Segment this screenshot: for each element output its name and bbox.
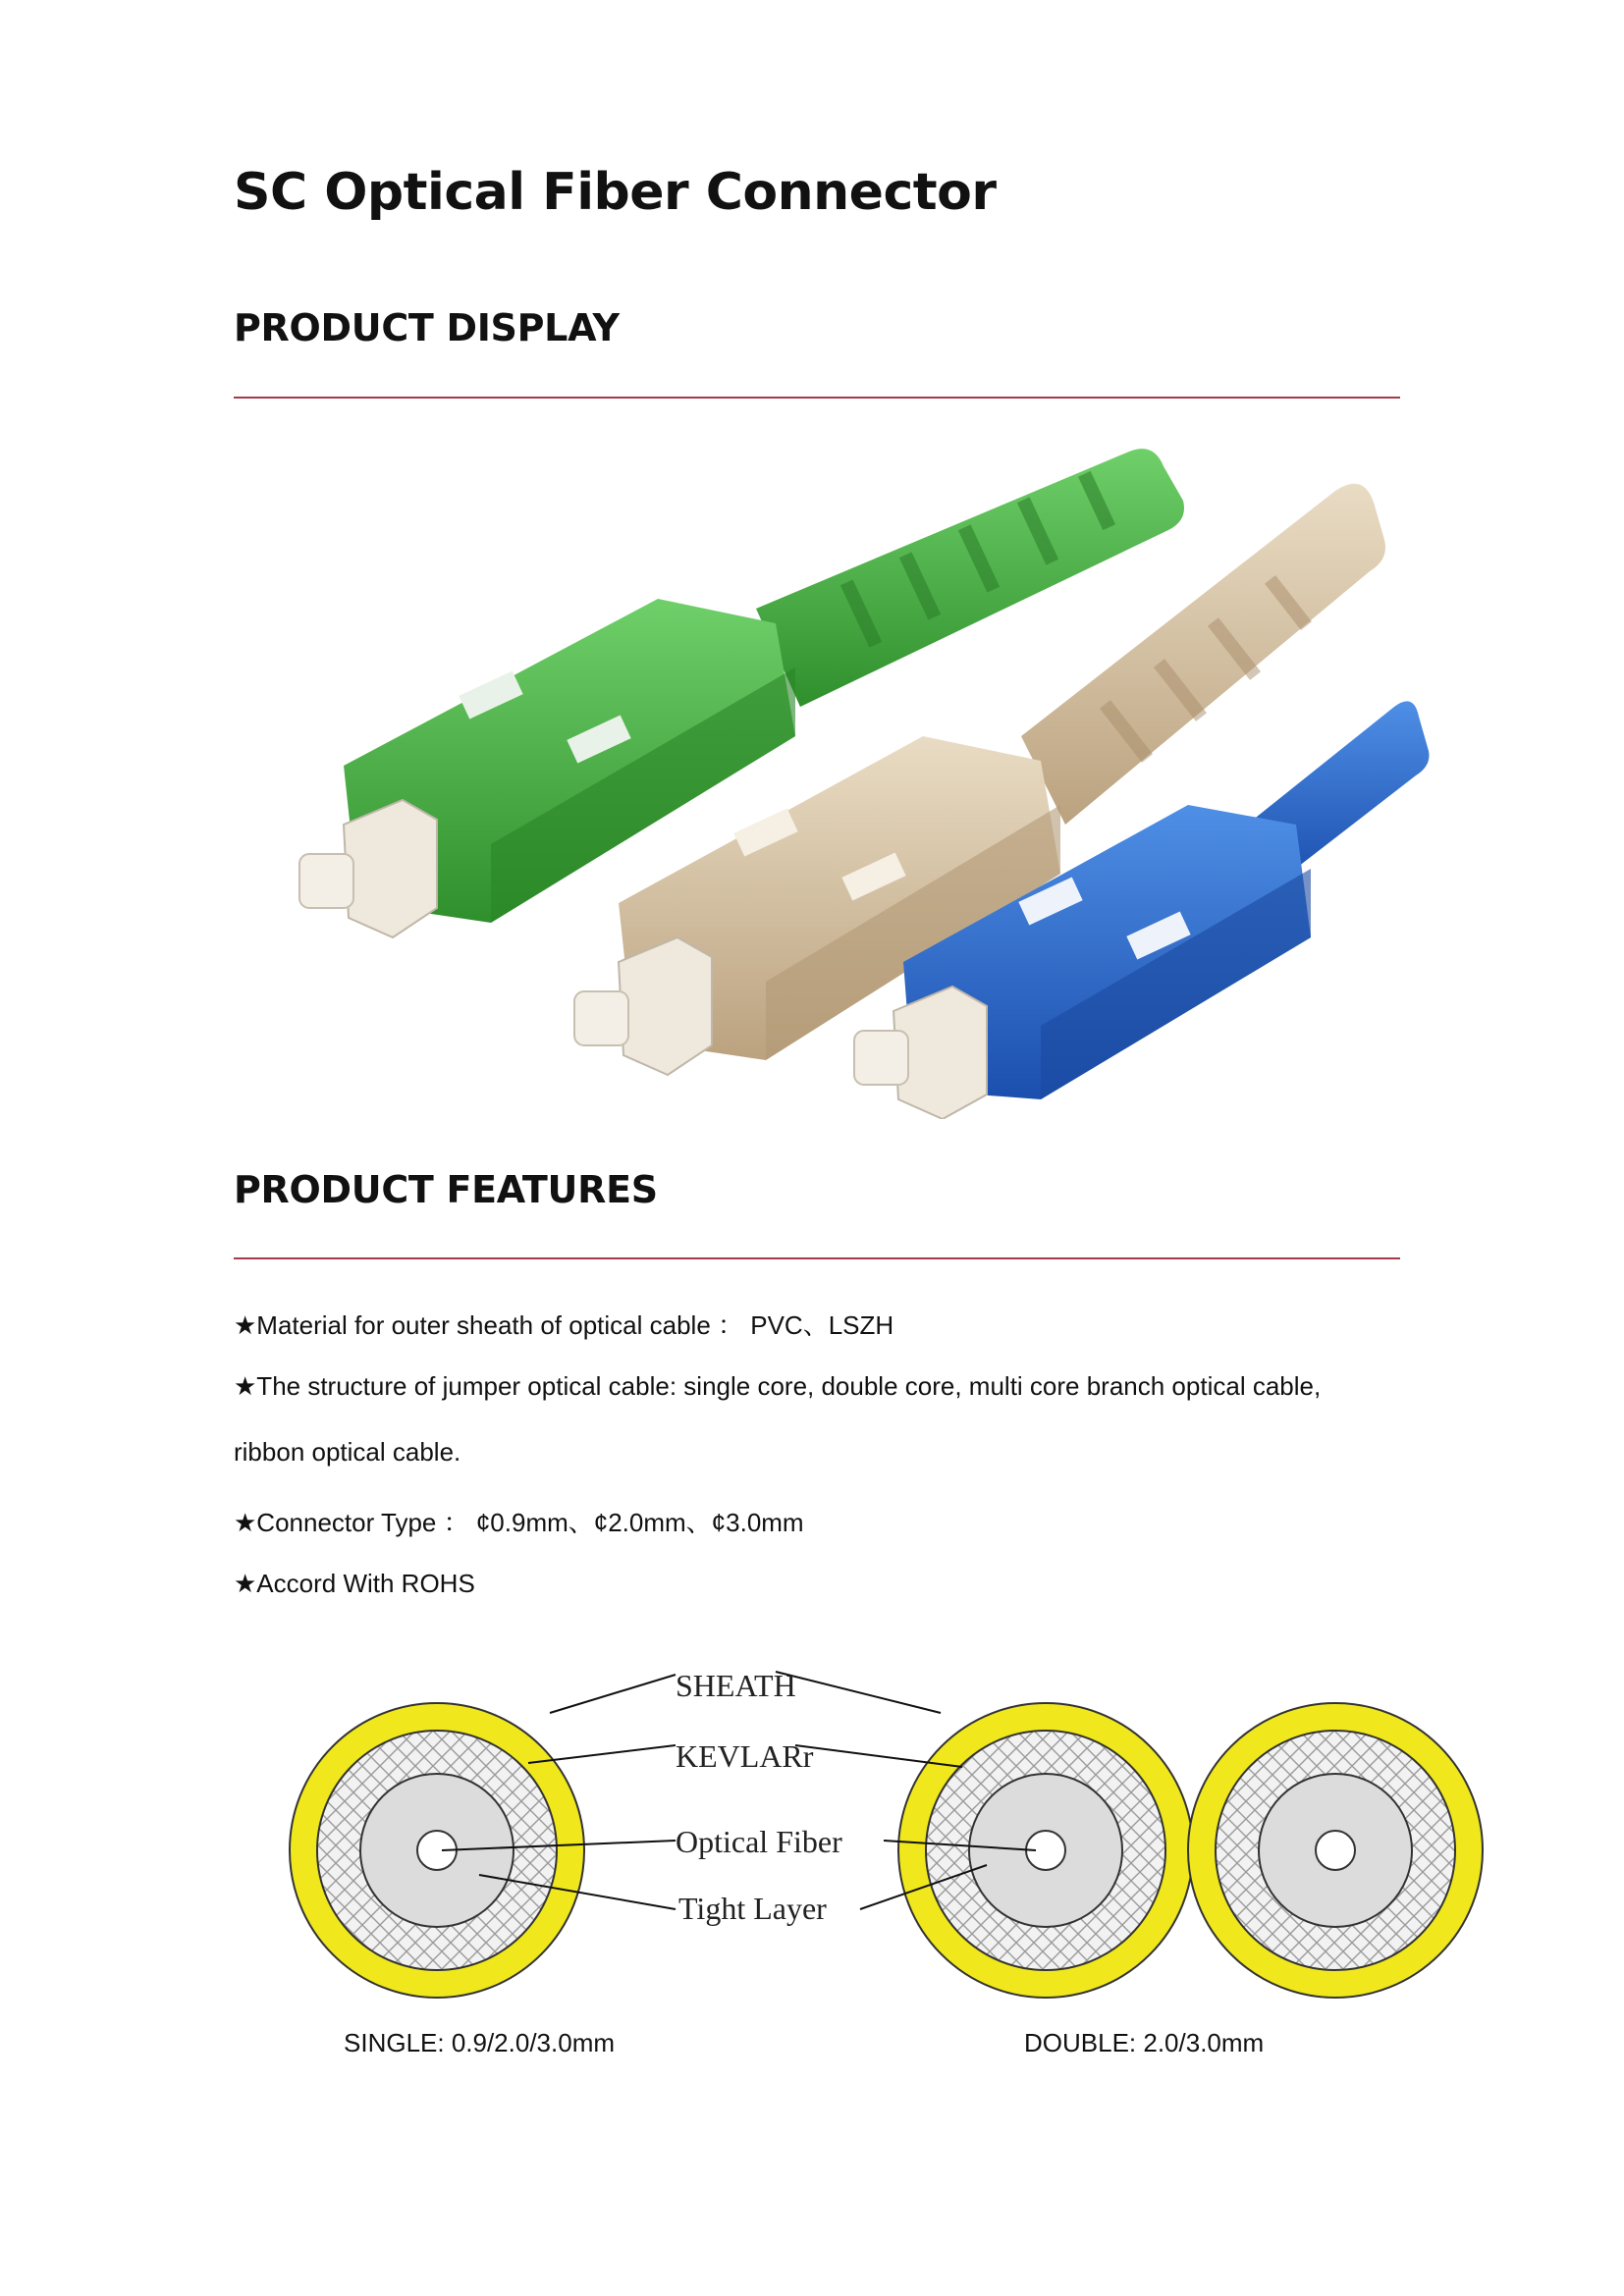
callout-kevlar: KEVLARr: [676, 1738, 814, 1774]
product-features-heading: PRODUCT FEATURES: [234, 1168, 658, 1211]
double-caption: DOUBLE: 2.0/3.0mm: [1024, 2028, 1265, 2057]
callout-tight-layer: Tight Layer: [678, 1891, 827, 1926]
section-divider: [234, 397, 1400, 399]
feature-line: ★The structure of jumper optical cable: single core, double core, multi core branch optical cable,: [234, 1371, 1322, 1401]
connector-photo: [265, 412, 1434, 1119]
product-display-heading: PRODUCT DISPLAY: [234, 306, 620, 349]
feature-line: ★Material for outer sheath of optical cable ： PVC、LSZH: [234, 1310, 894, 1340]
feature-line: ribbon optical cable.: [234, 1437, 461, 1467]
double-cable: [898, 1703, 1483, 1998]
callout-sheath: SHEATH: [676, 1669, 796, 1703]
callout-optical-fiber: Optical Fiber: [676, 1824, 842, 1859]
feature-line: ★Connector Type ： ¢0.9mm、¢2.0mm、¢3.0mm: [234, 1508, 804, 1537]
cable-cross-section-diagram: [265, 1669, 1492, 2042]
page-title: SC Optical Fiber Connector: [234, 163, 997, 222]
section-divider: [234, 1257, 1400, 1259]
single-cable: [290, 1703, 584, 1998]
single-caption: SINGLE: 0.9/2.0/3.0mm: [344, 2028, 616, 2057]
feature-line: ★Accord With ROHS: [234, 1569, 475, 1598]
